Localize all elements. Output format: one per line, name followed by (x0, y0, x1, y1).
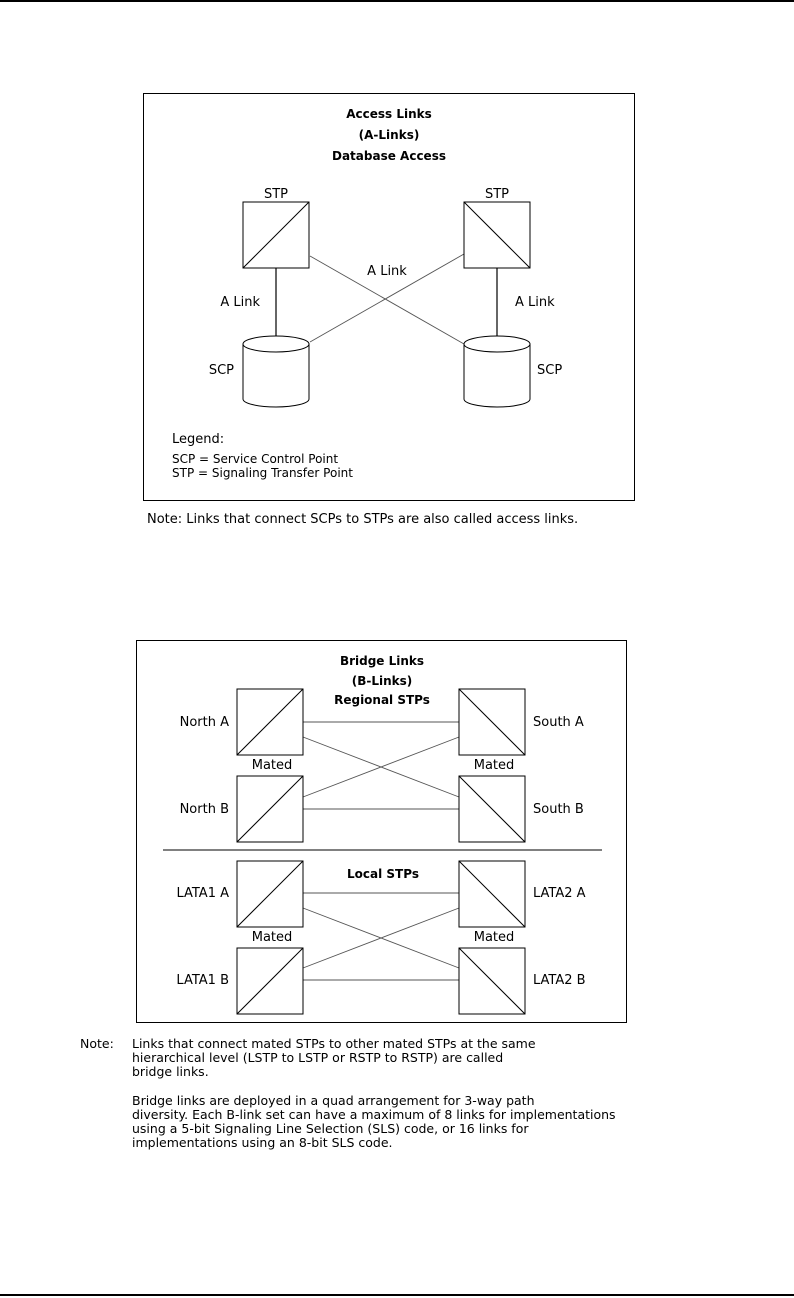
lata2-a-label: LATA2 A (533, 886, 586, 901)
scp-left-label: SCP (208, 363, 234, 378)
fig2-note-p2-l2: diversity. Each B-link set can have a maximum of 8 links for implementations (132, 1107, 616, 1122)
stp-left-label: STP (263, 187, 289, 202)
a-link-right-label: A Link (515, 295, 555, 310)
a-link-center-label: A Link (367, 264, 407, 279)
fig1-title-line2: (A-Links) (358, 128, 420, 142)
fig2-note-p1-l1: Links that connect mated STPs to other mated STPs at the same (132, 1036, 536, 1051)
lata1-b-label: LATA1 B (176, 973, 229, 988)
a-link-left-label: A Link (220, 295, 260, 310)
stp-lata1-a (237, 861, 303, 927)
legend-scp: SCP = Service Control Point (172, 452, 339, 466)
north-a-label: North A (179, 715, 229, 730)
regional-mated-left: Mated (251, 758, 293, 773)
stp-south-a (459, 689, 525, 755)
stp-north-b (237, 776, 303, 842)
fig1-note: Note: Links that connect SCPs to STPs are also called access links. (147, 512, 579, 527)
fig2-note-p2-l3: using a 5-bit Signaling Line Selection (SLS) code, or 16 links for (132, 1121, 529, 1136)
fig2-note-p1-l3: bridge links. (132, 1064, 209, 1079)
stp-right-label: STP (484, 187, 510, 202)
stp-lata2-b (459, 948, 525, 1014)
local-mated-right: Mated (473, 930, 515, 945)
legend-stp: STP = Signaling Transfer Point (172, 466, 353, 480)
stp-lata1-b (237, 948, 303, 1014)
stp-south-b (459, 776, 525, 842)
regional-mated-right: Mated (473, 758, 515, 773)
fig2-title-line1: Bridge Links (339, 654, 425, 668)
north-b-label: North B (179, 802, 229, 817)
stp-lata2-a (459, 861, 525, 927)
local-stps-title: Local STPs (347, 867, 419, 881)
fig2-note-p2-l4: implementations using an 8-bit SLS code. (132, 1135, 393, 1150)
local-mated-left: Mated (251, 930, 293, 945)
south-b-label: South B (533, 802, 584, 817)
stp-north-a (237, 689, 303, 755)
legend-title: Legend: (172, 432, 225, 447)
fig2-title-line3: Regional STPs (334, 693, 430, 707)
fig1-title-line3: Database Access (332, 149, 446, 163)
fig2-note-label: Note: (80, 1036, 114, 1051)
fig2-note-p1-l2: hierarchical level (LSTP to LSTP or RSTP to RSTP) are called (132, 1050, 504, 1065)
lata2-b-label: LATA2 B (533, 973, 586, 988)
fig2-title-line2: (B-Links) (351, 674, 413, 688)
lata1-a-label: LATA1 A (176, 886, 229, 901)
bottom-rule (0, 1294, 794, 1296)
fig2-note-p2-l1: Bridge links are deployed in a quad arrangement for 3-way path (132, 1093, 535, 1108)
fig1-title-line1: Access Links (346, 107, 432, 121)
scp-right-label: SCP (537, 363, 563, 378)
south-a-label: South A (533, 715, 584, 730)
